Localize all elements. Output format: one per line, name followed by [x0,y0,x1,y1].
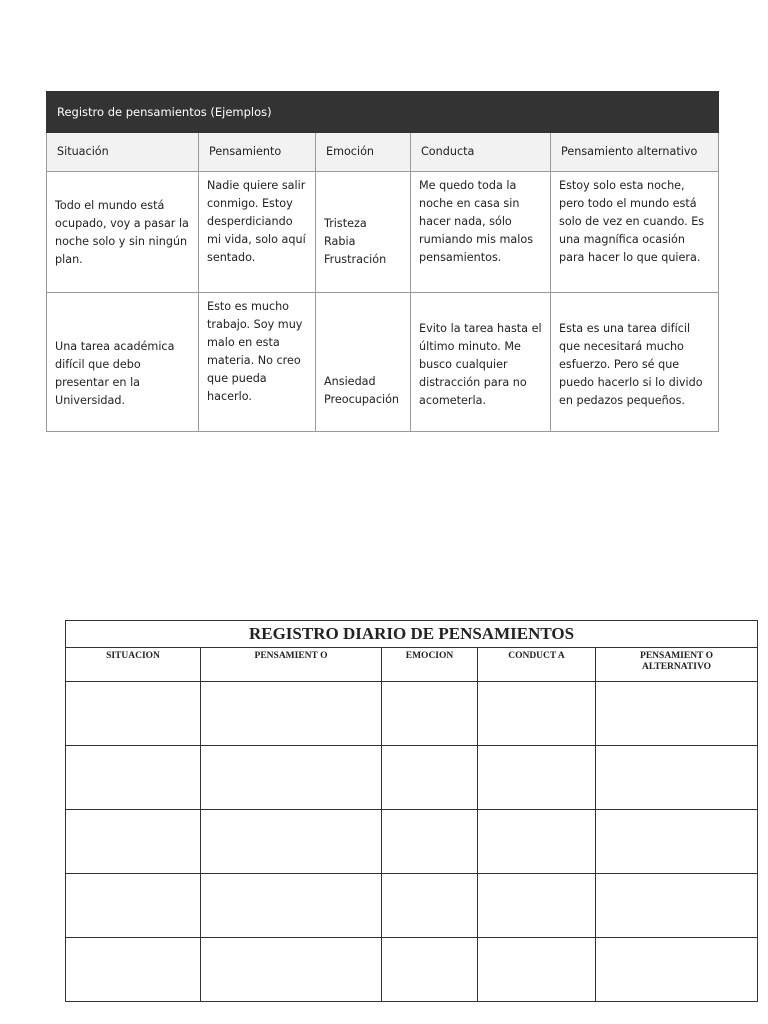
cell-line: desperdiciando [207,215,293,228]
blank-cell[interactable] [201,810,382,874]
cell-line: acometerla. [419,394,487,407]
cell-line: rumiando mis malos [419,233,534,246]
cell-line: pero todo el mundo está [559,197,697,210]
daily-header-pensamiento-alternativo: PENSAMIENT O ALTERNATIVO [596,648,758,682]
cell-line: Todo el mundo está [55,199,165,212]
cell-pensamiento [199,172,316,293]
daily-header-emocion: EMOCION [382,648,478,682]
daily-header-pensamiento: PENSAMIENT O [201,648,382,682]
daily-header-conducta: CONDUCT A [478,648,596,682]
blank-row [66,810,758,874]
blank-cell[interactable] [201,682,382,746]
table-row [47,293,719,432]
cell-emocion [316,293,411,432]
daily-table-title: REGISTRO DIARIO DE PENSAMIENTOS [66,621,758,648]
cell-pensamiento-alternativo [551,172,719,293]
cell-line: Ansiedad [324,375,376,388]
cell-line: una magnífica ocasión [559,233,685,246]
blank-cell[interactable] [382,746,478,810]
header-pensamiento: Pensamiento [199,133,316,172]
cell-line: Nadie quiere salir [207,179,306,192]
daily-header-situacion: SITUACION [66,648,201,682]
blank-cell[interactable] [382,938,478,1002]
cell-line: Tristeza [324,217,367,230]
cell-line: mi vida, solo aquí [207,233,306,246]
blank-cell[interactable] [382,682,478,746]
table-row [47,172,719,293]
blank-cell[interactable] [478,810,596,874]
cell-line: en pedazos pequeños. [559,394,685,407]
blank-row [66,874,758,938]
blank-cell[interactable] [201,938,382,1002]
cell-line: hacer nada, sólo [419,215,512,228]
cell-line: esfuerzo. Pero sé que [559,358,680,371]
blank-cell[interactable] [201,746,382,810]
blank-cell[interactable] [596,682,758,746]
cell-line: distracción para no [419,376,527,389]
blank-cell[interactable] [596,874,758,938]
cell-line: noche solo y sin ningún [55,235,188,248]
blank-cell[interactable] [66,810,201,874]
cell-line: sentado. [207,251,256,264]
cell-line: Frustración [324,253,387,266]
cell-line: que pueda [207,372,267,385]
blank-cell[interactable] [382,874,478,938]
cell-situacion [47,293,199,432]
blank-cell[interactable] [478,682,596,746]
cell-line: Preocupación [324,393,400,406]
cell-line: Estoy solo esta noche, [559,179,685,192]
daily-thought-record-table [65,620,758,1002]
cell-line: último minuto. Me [419,340,521,353]
header-pensamiento-alternativo: Pensamiento alternativo [551,133,719,172]
blank-cell[interactable] [478,874,596,938]
blank-cell[interactable] [596,938,758,1002]
cell-line: Una tarea académica [55,340,175,353]
cell-situacion [47,172,199,293]
cell-line: presentar en la [55,376,141,389]
cell-line: plan. [55,253,83,266]
blank-cell[interactable] [66,874,201,938]
cell-line: Me quedo toda la [419,179,517,192]
blank-cell[interactable] [478,938,596,1002]
blank-cell[interactable] [66,682,201,746]
blank-cell[interactable] [66,746,201,810]
cell-line: materia. No creo [207,354,301,367]
cell-line: hacerlo. [207,390,252,403]
cell-line: busco cualquier [419,358,508,371]
example-table-title: Registro de pensamientos (Ejemplos) [47,92,719,133]
blank-row [66,938,758,1002]
header-emocion: Emoción [316,133,411,172]
cell-line: malo en esta [207,336,280,349]
blank-cell[interactable] [596,746,758,810]
example-thought-record-table [46,91,719,432]
blank-row [66,682,758,746]
cell-line: solo de vez en cuando. Es [559,215,705,228]
blank-cell[interactable] [382,810,478,874]
cell-line: puedo hacerlo si lo divido [559,376,703,389]
header-conducta: Conducta [411,133,551,172]
cell-conducta [411,172,551,293]
cell-line: ocupado, voy a pasar la [55,217,189,230]
cell-line: que necesitará mucho [559,340,684,353]
header-situacion: Situación [47,133,199,172]
cell-line: Esta es una tarea difícil [559,322,691,335]
cell-line: Evito la tarea hasta el [419,322,542,335]
cell-line: para hacer lo que quiera. [559,251,701,264]
cell-line: trabajo. Soy muy [207,318,303,331]
cell-line: noche en casa sin [419,197,520,210]
cell-emocion [316,172,411,293]
blank-cell[interactable] [596,810,758,874]
blank-cell[interactable] [201,874,382,938]
cell-line: pensamientos. [419,251,502,264]
cell-pensamiento [199,293,316,432]
blank-row [66,746,758,810]
cell-line: conmigo. Estoy [207,197,293,210]
cell-line: difícil que debo [55,358,141,371]
blank-cell[interactable] [478,746,596,810]
blank-cell[interactable] [66,938,201,1002]
cell-pensamiento-alternativo [551,293,719,432]
cell-conducta [411,293,551,432]
cell-line: Rabia [324,235,356,248]
cell-line: Esto es mucho [207,300,290,313]
cell-line: Universidad. [55,394,126,407]
